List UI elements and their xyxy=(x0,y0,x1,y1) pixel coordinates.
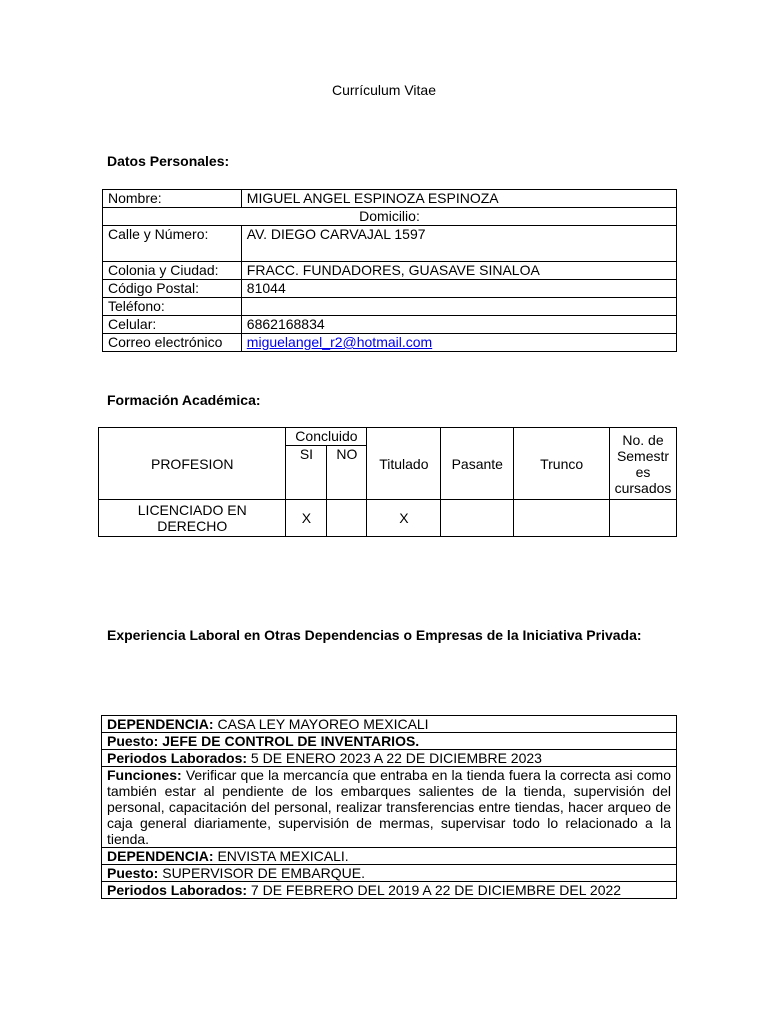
dependency-label: DEPENDENCIA: xyxy=(107,848,214,864)
neighborhood-value: FRACC. FUNDADORES, GUASAVE SINALOA xyxy=(241,262,676,280)
email-link[interactable]: miguelangel_r2@hotmail.com xyxy=(246,334,433,350)
position-value: SUPERVISOR DE EMBARQUE. xyxy=(162,865,366,881)
table-row xyxy=(99,500,677,537)
col-completed-header: Concluido xyxy=(286,428,367,446)
position-value: JEFE DE CONTROL DE INVENTARIOS. xyxy=(162,733,420,749)
table-row xyxy=(103,280,677,298)
street-label: Calle y Número: xyxy=(103,226,242,262)
completed-yes-mark: X xyxy=(286,500,327,537)
postal-code-label: Código Postal: xyxy=(103,280,242,298)
neighborhood-label: Colonia y Ciudad: xyxy=(103,262,242,280)
personal-data-table xyxy=(102,189,677,352)
email-label: Correo electrónico xyxy=(103,334,242,352)
position-label: Puesto: xyxy=(107,865,159,881)
period-label: Periodos Laborados: xyxy=(107,882,248,898)
completed-no-mark xyxy=(327,500,367,537)
position-label: Puesto: xyxy=(107,733,159,749)
address-section-label: Domicilio: xyxy=(103,208,677,226)
table-row xyxy=(102,865,677,882)
table-row xyxy=(103,190,677,208)
col-no-header: NO xyxy=(327,446,367,500)
table-row xyxy=(102,767,677,848)
col-semesters-header: No. de Semestr es cursados xyxy=(610,428,677,500)
functions-label: Funciones: xyxy=(107,767,182,783)
name-label: Nombre: xyxy=(103,190,242,208)
table-row xyxy=(102,882,677,899)
personal-data-heading: Datos Personales: xyxy=(107,153,230,169)
profession-value: LICENCIADO EN DERECHO xyxy=(99,500,286,537)
incomplete-mark xyxy=(514,500,610,537)
col-intern-header: Pasante xyxy=(441,428,514,500)
period-value: 5 DE ENERO 2023 A 22 DE DICIEMBRE 2023 xyxy=(250,750,542,766)
table-row xyxy=(102,716,677,733)
period-label: Periodos Laborados: xyxy=(107,750,248,766)
street-value: AV. DIEGO CARVAJAL 1597 xyxy=(241,226,676,262)
postal-code-value: 81044 xyxy=(241,280,676,298)
intern-mark xyxy=(441,500,514,537)
table-row xyxy=(103,316,677,334)
dependency-label: DEPENDENCIA: xyxy=(107,716,214,732)
cell-value: 6862168834 xyxy=(241,316,676,334)
experience-heading: Experiencia Laboral en Otras Dependencias o Empresas de la Iniciativa Privada: xyxy=(107,627,642,643)
period-value: 7 DE FEBRERO DEL 2019 A 22 DE DICIEMBRE DEL 2022 xyxy=(250,882,622,898)
document-title: Currículum Vitae xyxy=(331,82,436,98)
table-row xyxy=(103,262,677,280)
dependency-value: ENVISTA MEXICALI. xyxy=(217,848,349,864)
col-incomplete-header: Trunco xyxy=(514,428,610,500)
table-row xyxy=(103,208,677,226)
table-row xyxy=(102,733,677,750)
degree-mark: X xyxy=(367,500,441,537)
col-degree-header: Titulado xyxy=(367,428,441,500)
cell-label: Celular: xyxy=(103,316,242,334)
table-row xyxy=(103,298,677,316)
phone-value xyxy=(241,298,676,316)
table-row xyxy=(102,750,677,767)
phone-label: Teléfono: xyxy=(103,298,242,316)
table-row xyxy=(103,226,677,262)
functions-value: Verificar que la mercancía que entraba en la tienda fuera la correcta asi como también estar al pendiente de los embarques salientes de la tienda, supervisión del personal, capacitación del personal, realizar transferencias entre tiendas, hacer arqueo de caja general diariamente, supervisión de mermas, supervisar todo lo relacionado a la tienda. xyxy=(107,767,671,847)
name-value: MIGUEL ANGEL ESPINOZA ESPINOZA xyxy=(241,190,676,208)
semesters-value xyxy=(610,500,677,537)
table-row xyxy=(103,334,677,352)
col-yes-header: SI xyxy=(286,446,327,500)
education-table xyxy=(98,427,677,537)
col-profession-header: PROFESION xyxy=(99,428,286,500)
experience-table xyxy=(101,715,677,899)
education-heading: Formación Académica: xyxy=(107,392,261,408)
dependency-value: CASA LEY MAYOREO MEXICALI xyxy=(217,716,429,732)
table-row xyxy=(102,848,677,865)
table-row xyxy=(99,428,677,446)
